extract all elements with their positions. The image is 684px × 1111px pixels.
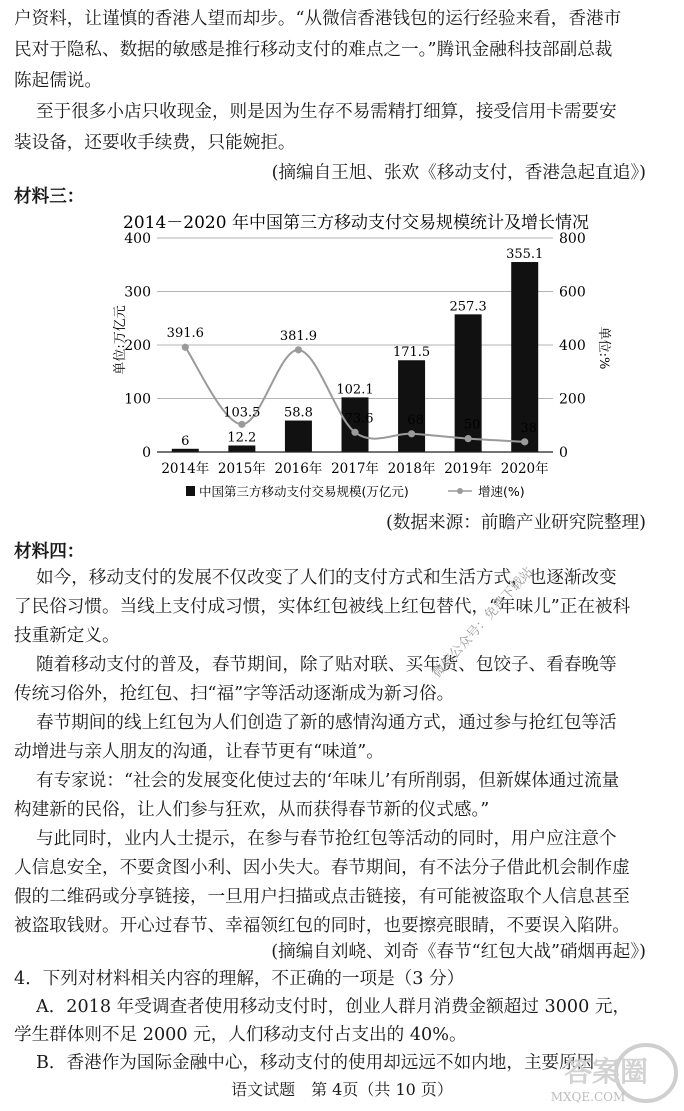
text-line: 假的二维码或分享链接，一旦用户扫描或点击链接，有可能被盗取个人信息甚至	[14, 887, 630, 907]
x-tick-label: 2017年	[331, 461, 379, 477]
line-data-label: 391.6	[166, 326, 204, 342]
text-line: 装设备，还要收手续费，只能婉拒。	[14, 133, 296, 153]
bar-data-label: 355.1	[506, 247, 544, 263]
chart-legend	[186, 484, 525, 499]
option-a: A．2018 年受调查者使用移动支付时，创业人群月消费金额超过 3000 元，	[36, 997, 631, 1017]
logo-sub: MXQE.COM	[550, 1090, 626, 1104]
source-citation: (摘编自刘峣、刘奇《春节“红包大战”硝烟再起》)	[271, 942, 646, 962]
text-line: 至于很多小店只收现金，则是因为生存不易需精打细算，接受信用卡需要安	[36, 102, 617, 122]
line-point	[408, 430, 415, 437]
bar	[285, 421, 312, 452]
bar-data-label: 12.2	[227, 430, 257, 446]
bar-data-label: 6	[181, 433, 190, 449]
text-line: 人信息安全，不要贪图小利、因小失大。春节期间，有不法分子借此机会制作虚	[14, 858, 630, 878]
y2-tick-label: 0	[559, 445, 568, 461]
text-line: 与此同时，业内人士提示，在参与春节抢红包等活动的同时，用户应注意个	[36, 829, 617, 849]
bar-data-label: 102.1	[336, 382, 374, 398]
text-line: 构建新的民俗，让人们参与狂欢，从而获得春节新的仪式感。”	[14, 800, 490, 820]
y-tick-label: 400	[124, 231, 151, 247]
line-point	[465, 435, 472, 442]
chart-source: (数据来源：前瞻产业研究院整理)	[385, 513, 646, 533]
bar-data-label: 58.8	[283, 405, 313, 421]
x-tick-label: 2018年	[387, 461, 436, 477]
line-data-label: 381.9	[279, 328, 318, 344]
material-heading: 材料四：	[14, 542, 85, 562]
y2-tick-label: 200	[559, 391, 586, 408]
x-tick-label: 2016年	[274, 461, 323, 477]
line-data-label: 50	[463, 417, 481, 433]
text-line: 有专家说：“社会的发展变化使过去的‘年味儿’有所削弱，但新媒体通过流量	[36, 771, 620, 791]
bar-data-label: 257.3	[449, 299, 487, 315]
line-data-label: 103.5	[223, 405, 261, 421]
y-tick-label: 300	[124, 284, 151, 301]
watermark-text: 微信公众号：免费下载站	[429, 564, 537, 681]
y-tick-label: 200	[124, 338, 151, 354]
line-point	[295, 346, 302, 353]
line-point	[182, 344, 189, 351]
chart-title: 2014－2020 年中国第三方移动支付交易规模统计及增长情况	[123, 213, 589, 233]
line-data-label: 68	[407, 412, 424, 428]
y2-tick-label: 800	[559, 231, 586, 247]
text-line: 了民俗习惯。当线上支付成习惯，实体红包被线上红包替代，“年味儿”正在被科	[14, 597, 631, 617]
source-citation: (摘编自王旭、张欢《移动支付，香港急起直追》)	[271, 163, 646, 183]
bar-data-label: 171.5	[392, 345, 431, 361]
text-line: 户资料，让谨慎的香港人望而却步。“从微信香港钱包的运行经验来看，香港市	[14, 9, 622, 29]
site-logo-icon	[528, 1025, 678, 1105]
y-axis-label: 单位:万亿元	[113, 305, 128, 375]
y-tick-label: 100	[124, 391, 151, 408]
y2-tick-label: 600	[559, 284, 586, 301]
text-line: 动增进与亲人朋友的沟通，让春节更有“味道”。	[14, 742, 384, 762]
y2-axis-label: 单位:%	[596, 326, 611, 370]
legend-line-label: 增速(%)	[478, 484, 525, 499]
line-point	[351, 429, 358, 436]
x-tick-label: 2015年	[217, 461, 266, 477]
logo-text: 答案圈	[563, 1055, 649, 1088]
y-tick-label: 0	[142, 445, 151, 461]
growth-chart	[0, 200, 684, 510]
text-line: 随着移动支付的普及，春节期间，除了贴对联、买年货、包饺子、看春晚等	[36, 655, 617, 675]
line-point	[521, 438, 528, 445]
x-tick-label: 2019年	[444, 461, 493, 477]
chart-grid	[157, 238, 553, 399]
option-a-cont: 学生群体则不足 2000 元，人们移动支付占支出的 40%。	[14, 1025, 467, 1045]
question-stem: 4．下列对材料相关内容的理解，不正确的一项是（3 分）	[14, 969, 465, 989]
legend-line-marker	[457, 488, 463, 494]
material-heading: 材料三：	[14, 187, 85, 207]
legend-bar-label: 中国第三方移动支付交易规模(万亿元)	[199, 484, 409, 499]
line-point	[238, 421, 245, 428]
text-line: 春节期间的线上红包为人们创造了新的感情沟通方式，通过参与抢红包等活	[36, 713, 617, 733]
data-labels	[167, 247, 544, 449]
legend-bar-swatch	[186, 486, 195, 496]
x-tick-label: 2014年	[161, 461, 210, 477]
text-line: 如今，移动支付的发展不仅改变了人们的支付方式和生活方式，也逐渐改变	[36, 568, 617, 588]
text-line: 技重新定义。	[14, 626, 120, 646]
text-line: 被盗取钱财。开心过春节、幸福领红包的同时，也要擦亮眼睛，不要误入陷阱。	[14, 916, 630, 936]
line-data-label: 38	[520, 420, 537, 436]
text-line: 传统习俗外，抢红包、扫“福”字等活动逐渐成为新习俗。	[14, 684, 455, 704]
bar	[228, 445, 255, 452]
x-tick-label: 2020年	[500, 461, 549, 477]
y2-tick-label: 400	[559, 338, 586, 354]
option-b: B．香港作为国际金融中心，移动支付的使用却远远不如内地，主要原因	[36, 1053, 595, 1073]
page-footer: 语文试题 第 4页（共 10 页）	[231, 1080, 453, 1099]
bar	[398, 360, 425, 452]
text-line: 民对于隐私、数据的敏感是推行移动支付的难点之一。”腾讯金融科技部副总裁	[14, 40, 613, 60]
text-line: 陈起儒说。	[14, 71, 102, 91]
line-data-label: 73.6	[344, 411, 374, 427]
